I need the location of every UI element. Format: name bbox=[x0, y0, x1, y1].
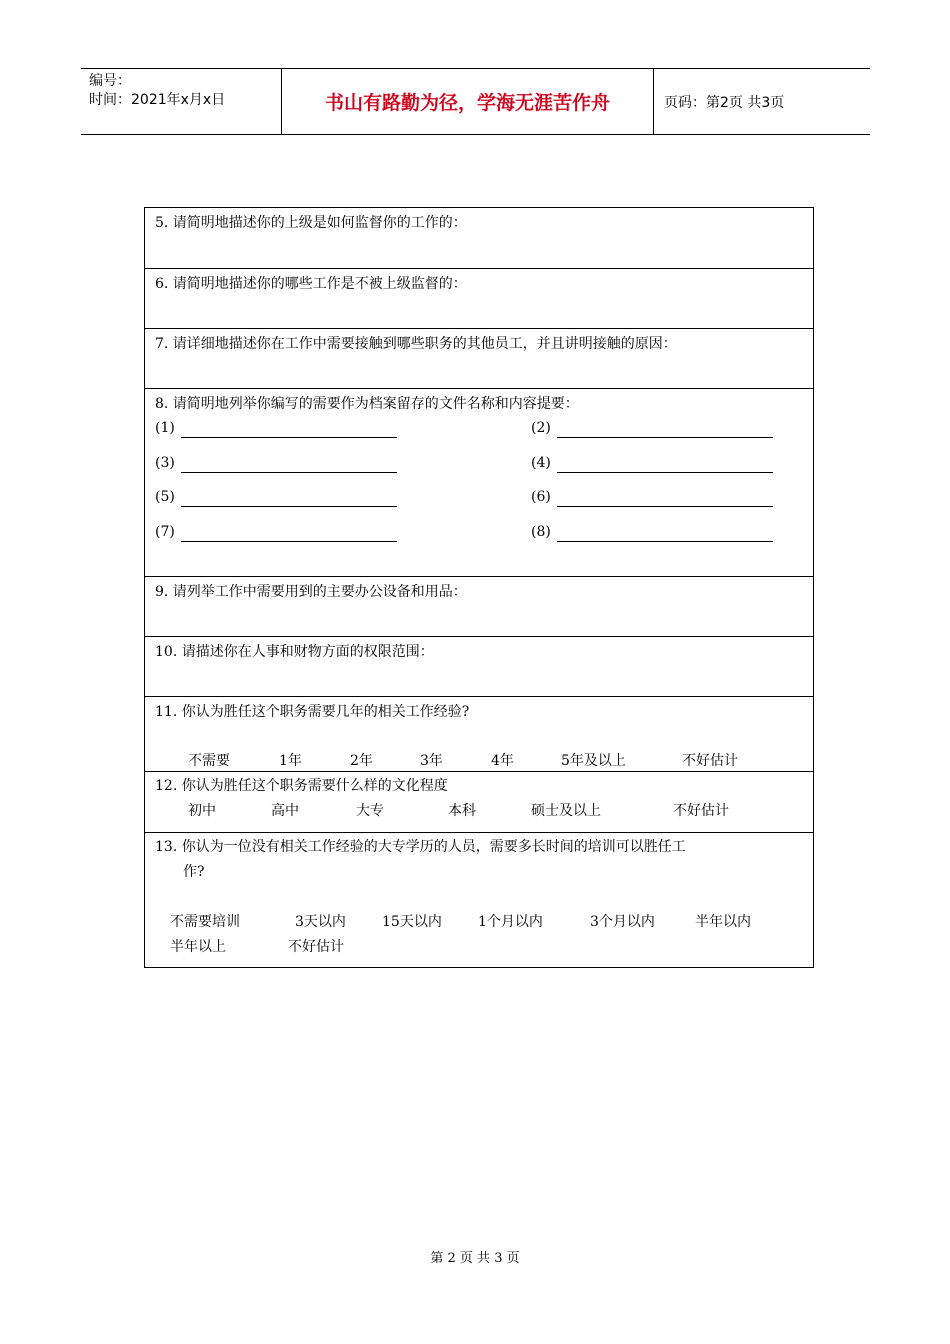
page-footer: 第 2 页 共 3 页 bbox=[430, 1251, 520, 1266]
blank-label: (3) bbox=[155, 455, 175, 471]
blank-label: (8) bbox=[531, 524, 551, 540]
question-row-9 bbox=[145, 577, 813, 637]
question-9: 9. 请列举工作中需要用到的主要办公设备和用品： bbox=[155, 584, 467, 600]
option[interactable]: 初中 bbox=[188, 803, 216, 819]
question-row-5 bbox=[145, 208, 813, 269]
option[interactable]: 硕士及以上 bbox=[531, 803, 601, 819]
option[interactable]: 不好估计 bbox=[682, 753, 738, 769]
header-page-label: 页码：第2页 共3页 bbox=[664, 94, 785, 111]
option[interactable]: 高中 bbox=[271, 803, 299, 819]
questionnaire-table bbox=[144, 207, 814, 968]
blank-line-6[interactable] bbox=[531, 487, 551, 507]
option[interactable]: 3天以内 bbox=[295, 914, 346, 930]
question-row-13 bbox=[145, 833, 813, 969]
blank-line-4[interactable] bbox=[531, 453, 551, 473]
question-row-11 bbox=[145, 697, 813, 772]
question-12: 12. 你认为胜任这个职务需要什么样的文化程度 bbox=[155, 778, 448, 794]
blank-line-3[interactable] bbox=[155, 453, 175, 473]
blank-line-8[interactable] bbox=[531, 522, 551, 542]
blank-label: (1) bbox=[155, 420, 175, 436]
question-row-8 bbox=[145, 389, 813, 577]
blank-label: (7) bbox=[155, 524, 175, 540]
option[interactable]: 1年 bbox=[279, 753, 302, 769]
option[interactable]: 本科 bbox=[448, 803, 476, 819]
option[interactable]: 15天以内 bbox=[382, 914, 442, 930]
option[interactable]: 大专 bbox=[356, 803, 384, 819]
option[interactable]: 不需要培训 bbox=[170, 914, 240, 930]
header-meta bbox=[81, 69, 282, 134]
question-row-7 bbox=[145, 329, 813, 389]
question-13-cont: 作? bbox=[183, 864, 205, 880]
blank-label: (6) bbox=[531, 489, 551, 505]
question-11: 11. 你认为胜任这个职务需要几年的相关工作经验? bbox=[155, 704, 470, 720]
option[interactable]: 3年 bbox=[420, 753, 443, 769]
blank-line-7[interactable] bbox=[155, 522, 175, 542]
option[interactable]: 半年以上 bbox=[170, 939, 226, 955]
question-row-10 bbox=[145, 637, 813, 697]
blank-label: (2) bbox=[531, 420, 551, 436]
page-header bbox=[81, 68, 870, 135]
question-5: 5. 请简明地描述你的上级是如何监督你的工作的： bbox=[155, 215, 467, 231]
option[interactable]: 3个月以内 bbox=[590, 914, 655, 930]
time-label: 时间：2021年x月x日 bbox=[89, 92, 226, 108]
option[interactable]: 4年 bbox=[491, 753, 514, 769]
option[interactable]: 不好估计 bbox=[288, 939, 344, 955]
blank-line-2[interactable] bbox=[531, 418, 551, 438]
blank-label: (4) bbox=[531, 455, 551, 471]
option[interactable]: 不好估计 bbox=[673, 803, 729, 819]
option[interactable]: 半年以内 bbox=[695, 914, 751, 930]
number-label: 编号： bbox=[89, 73, 131, 89]
option[interactable]: 1个月以内 bbox=[478, 914, 543, 930]
question-row-12 bbox=[145, 772, 813, 833]
question-8: 8. 请简明地列举你编写的需要作为档案留存的文件名称和内容提要： bbox=[155, 396, 579, 412]
blank-line-5[interactable] bbox=[155, 487, 175, 507]
header-motto: 书山有路勤为径，学海无涯苦作舟 bbox=[282, 69, 654, 134]
option[interactable]: 2年 bbox=[350, 753, 373, 769]
question-10: 10. 请描述你在人事和财物方面的权限范围： bbox=[155, 644, 434, 660]
question-6: 6. 请简明地描述你的哪些工作是不被上级监督的： bbox=[155, 276, 467, 292]
option[interactable]: 5年及以上 bbox=[561, 753, 626, 769]
question-13: 13. 你认为一位没有相关工作经验的大专学历的人员，需要多长时间的培训可以胜任工 bbox=[155, 839, 686, 855]
blank-line-1[interactable] bbox=[155, 418, 175, 438]
question-7: 7. 请详细地描述你在工作中需要接触到哪些职务的其他员工，并且讲明接触的原因： bbox=[155, 336, 677, 352]
question-row-6 bbox=[145, 269, 813, 329]
blank-label: (5) bbox=[155, 489, 175, 505]
option[interactable]: 不需要 bbox=[188, 753, 230, 769]
